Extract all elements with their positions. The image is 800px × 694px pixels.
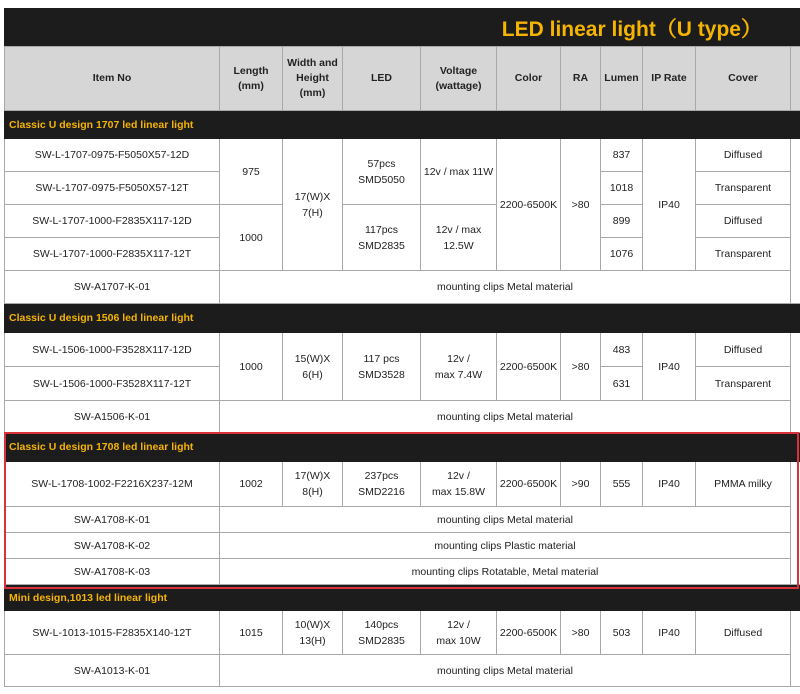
voltage: 12v / max 15.8W [421, 462, 497, 507]
cover: Diffused [696, 333, 791, 367]
voltage: 12v / max 7.4W [421, 333, 497, 401]
accessory-row [5, 533, 800, 559]
voltage: 12v / max 11W [421, 139, 497, 205]
table-row [5, 462, 800, 507]
table-row [5, 139, 800, 172]
color: 2200-6500K [497, 333, 561, 401]
cover: Transparent [696, 367, 791, 401]
header-cover: Cover [696, 47, 791, 111]
cover: Diffused [696, 205, 791, 238]
lumen: 1018 [601, 172, 643, 205]
accessory-row [5, 559, 800, 585]
length: 1015 [220, 611, 283, 655]
lumen: 503 [601, 611, 643, 655]
lumen: 837 [601, 139, 643, 172]
header-row [5, 47, 800, 111]
cover: PMMA milky [696, 462, 791, 507]
item-no: SW-L-1707-0975-F5050X57-12D [5, 139, 220, 172]
voltage: 12v / max 12.5W [421, 205, 497, 271]
section-title: Classic U design 1708 led linear light [5, 433, 800, 462]
section-title: Classic U design 1707 led linear light [5, 111, 800, 139]
width-height: 10(W)X 13(H) [283, 611, 343, 655]
table-row [5, 333, 800, 367]
item-no: SW-L-1506-1000-F3528X117-12D [5, 333, 220, 367]
section-header [5, 304, 800, 333]
lumen: 1076 [601, 238, 643, 271]
accessory-description: mounting clips Metal material [220, 271, 791, 304]
length: 1002 [220, 462, 283, 507]
accessory-item-no: SW-A1708-K-03 [5, 559, 220, 585]
section-header [5, 585, 800, 611]
table-row [5, 611, 800, 655]
accessory-row [5, 401, 800, 433]
voltage: 12v / max 10W [421, 611, 497, 655]
section-title: Classic U design 1506 led linear light [5, 304, 800, 333]
length: 1000 [220, 205, 283, 271]
header-ip-rate: IP Rate [643, 47, 696, 111]
accessory-item-no: SW-A1708-K-02 [5, 533, 220, 559]
header-item-no: Item No [5, 47, 220, 111]
color: 2200-6500K [497, 462, 561, 507]
item-no: SW-L-1707-1000-F2835X117-12D [5, 205, 220, 238]
ip-rate: IP40 [643, 333, 696, 401]
length: 975 [220, 139, 283, 205]
ip-rate: IP40 [643, 462, 696, 507]
ra: >80 [561, 139, 601, 271]
lumen: 483 [601, 333, 643, 367]
accessory-description: mounting clips Metal material [220, 655, 791, 687]
item-no: SW-L-1506-1000-F3528X117-12T [5, 367, 220, 401]
led: 140pcs SMD2835 [343, 611, 421, 655]
cover: Transparent [696, 238, 791, 271]
led: 117pcs SMD2835 [343, 205, 421, 271]
led: 117 pcs SMD3528 [343, 333, 421, 401]
header-lumen: Lumen [601, 47, 643, 111]
ra: >90 [561, 462, 601, 507]
section-title: Mini design,1013 led linear light [5, 585, 800, 611]
ra: >80 [561, 611, 601, 655]
cover: Diffused [696, 139, 791, 172]
led: 237pcs SMD2216 [343, 462, 421, 507]
item-no: SW-L-1708-1002-F2216X237-12M [5, 462, 220, 507]
lumen: 555 [601, 462, 643, 507]
width-height: 17(W)X 8(H) [283, 462, 343, 507]
item-no: SW-L-1707-0975-F5050X57-12T [5, 172, 220, 205]
header-voltage: Voltage (wattage) [421, 47, 497, 111]
item-no: SW-L-1013-1015-F2835X140-12T [5, 611, 220, 655]
accessory-row [5, 271, 800, 304]
cover: Diffused [696, 611, 791, 655]
header-ra: RA [561, 47, 601, 111]
item-no: SW-L-1707-1000-F2835X117-12T [5, 238, 220, 271]
ra: >80 [561, 333, 601, 401]
color: 2200-6500K [497, 139, 561, 271]
cover: Transparent [696, 172, 791, 205]
accessory-description: mounting clips Metal material [220, 401, 791, 433]
accessory-description: mounting clips Metal material [220, 507, 791, 533]
accessory-description: mounting clips Rotatable, Metal material [220, 559, 791, 585]
header-led: LED [343, 47, 421, 111]
section-header [5, 433, 800, 462]
accessory-row [5, 507, 800, 533]
ip-rate: IP40 [643, 139, 696, 271]
accessory-description: mounting clips Plastic material [220, 533, 791, 559]
accessory-row [5, 655, 800, 687]
header-color: Color [497, 47, 561, 111]
color: 2200-6500K [497, 611, 561, 655]
accessory-item-no: SW-A1707-K-01 [5, 271, 220, 304]
product-table [4, 46, 800, 687]
page-title: LED linear light（U type） [501, 18, 762, 41]
lumen: 631 [601, 367, 643, 401]
ip-rate: IP40 [643, 611, 696, 655]
length: 1000 [220, 333, 283, 401]
accessory-item-no: SW-A1013-K-01 [5, 655, 220, 687]
accessory-item-no: SW-A1708-K-01 [5, 507, 220, 533]
width-height: 17(W)X 7(H) [283, 139, 343, 271]
lumen: 899 [601, 205, 643, 238]
section-header [5, 111, 800, 139]
header-length: Length (mm) [220, 47, 283, 111]
title-bar [4, 8, 800, 46]
width-height: 15(W)X 6(H) [283, 333, 343, 401]
led: 57pcs SMD5050 [343, 139, 421, 205]
accessory-item-no: SW-A1506-K-01 [5, 401, 220, 433]
header-width-height: Width and Height (mm) [283, 47, 343, 111]
